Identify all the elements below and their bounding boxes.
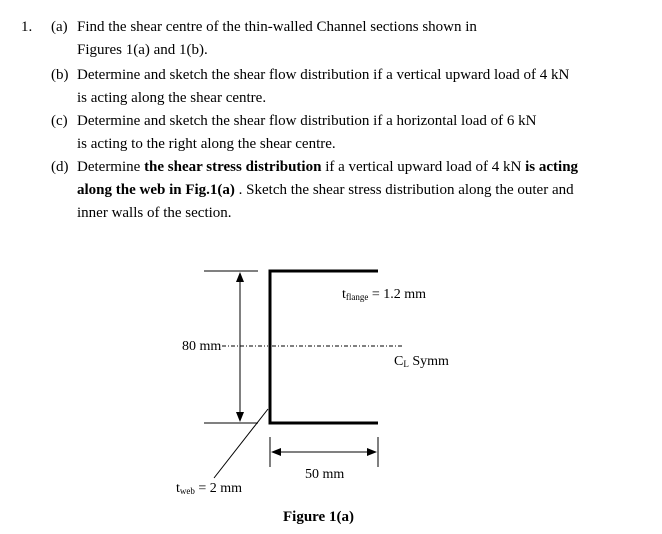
flange-symbol: t — [342, 287, 346, 302]
height-arrow-top — [236, 272, 244, 282]
part-d-bold-2: is acting — [525, 159, 579, 175]
flange-subscript: flange — [345, 292, 369, 302]
part-c-line1: Determine and sketch the shear flow distribution if a horizontal load of 6 kN — [77, 113, 537, 129]
question-number: 1. — [21, 19, 33, 35]
part-c-line2: is acting to the right along the shear centre. — [77, 136, 336, 152]
part-a-line1: Find the shear centre of the thin-walled Channel sections shown in — [77, 19, 477, 35]
web-value: = 2 mm — [194, 481, 243, 496]
flange-value: = 1.2 mm — [368, 287, 427, 302]
part-d-bold-3: along the web in Fig.1(a) — [77, 182, 235, 198]
centerline-subscript: L — [403, 359, 409, 369]
part-d-text-3: . Sketch the shear stress distribution along the outer and — [234, 182, 574, 198]
flange-thickness-label — [342, 287, 426, 303]
height-arrow-bottom — [236, 412, 244, 422]
centerline-value: Symm — [408, 354, 449, 369]
part-a-line2: Figures 1(a) and 1(b). — [77, 42, 208, 58]
part-d-text-2: if a vertical upward load of 4 kN — [321, 159, 526, 175]
part-a-label: (a) — [51, 19, 68, 35]
web-symbol: t — [176, 481, 180, 496]
part-d-label: (d) — [51, 159, 69, 175]
part-b-line1: Determine and sketch the shear flow distribution if a vertical upward load of 4 kN — [77, 67, 570, 83]
width-arrow-right — [367, 448, 377, 456]
part-b-line2: is acting along the shear centre. — [77, 90, 267, 106]
width-label: 50 mm — [305, 467, 345, 482]
height-label: 80 mm — [182, 339, 222, 354]
part-d-line3: inner walls of the section. — [77, 205, 232, 221]
web-thickness-label — [176, 481, 242, 497]
width-arrow-left — [271, 448, 281, 456]
part-d-bold-1: the shear stress distribution — [144, 159, 322, 175]
part-b-label: (b) — [51, 67, 69, 83]
part-c-label: (c) — [51, 113, 68, 129]
web-subscript: web — [179, 486, 195, 496]
part-d-text-1: Determine — [77, 159, 145, 175]
centerline-label — [394, 354, 449, 370]
figure-caption: Figure 1(a) — [283, 509, 354, 525]
centerline-symbol: C — [394, 354, 404, 369]
